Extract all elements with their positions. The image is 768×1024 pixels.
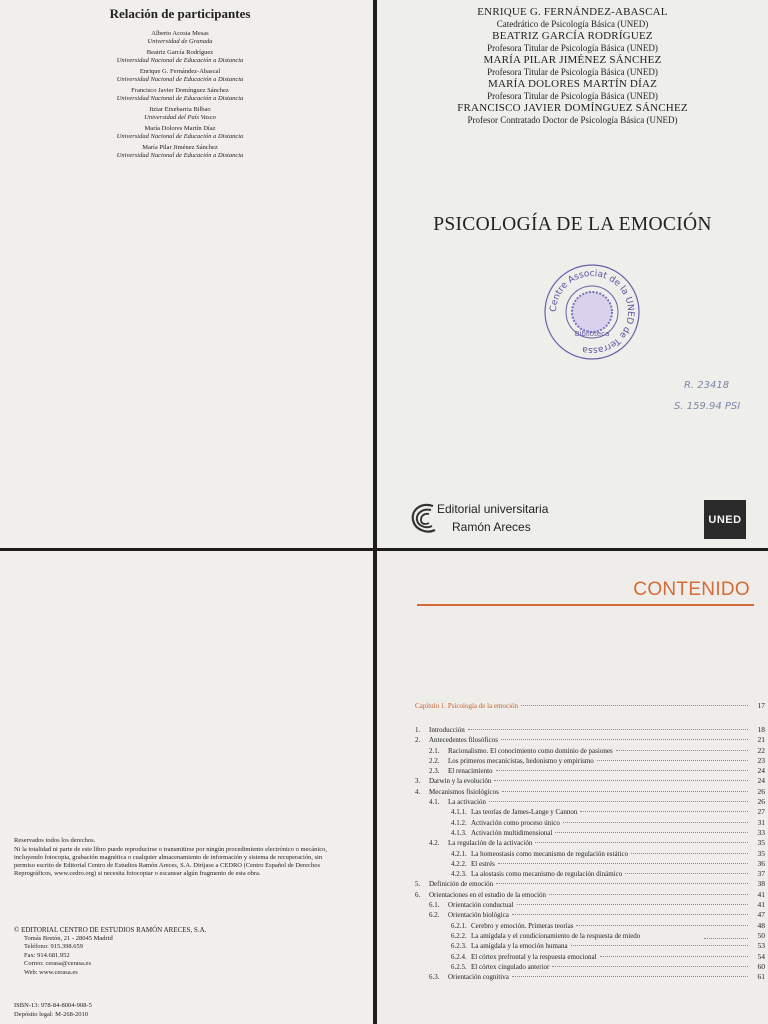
publisher-web: Web: www.cerasa.es	[24, 968, 78, 976]
toc-page: 18	[757, 725, 765, 734]
toc-entry[interactable]	[415, 910, 765, 920]
toc-number: 4.2.3.	[451, 870, 467, 879]
toc-number: 6.2.2.	[451, 931, 467, 940]
participant-name: Alberto Acosta Mesas	[151, 30, 209, 37]
leader-dots	[555, 832, 748, 833]
handwritten-registry: R. 23418	[684, 380, 730, 391]
toc-number: 6.	[415, 890, 421, 899]
toc-title: Mecanismos fisiológicos	[429, 787, 499, 796]
title-page	[377, 0, 768, 548]
participants-list	[60, 30, 300, 163]
toc-title: La alostasis como mecanismo de regulación dinámico	[471, 870, 623, 879]
leader-dots	[563, 822, 748, 823]
leader-dots	[552, 966, 748, 967]
toc-number: 6.1.	[429, 901, 440, 910]
publisher-name-line2: Ramón Areces	[452, 520, 531, 534]
toc-page: 36	[757, 858, 765, 868]
isbn-block	[14, 1002, 92, 1019]
author-name: MARÍA PILAR JIMÉNEZ SÁNCHEZ	[483, 54, 662, 66]
participant-affiliation: Universidad Nacional de Educación a Distancia	[116, 57, 244, 64]
participant-entry	[60, 87, 300, 103]
author-name: ENRIQUE G. FERNÁNDEZ-ABASCAL	[477, 6, 668, 18]
toc-title: Antecedentes filosóficos	[429, 736, 499, 745]
toc-title: La homeostasis como mecanismo de regulación estático	[471, 849, 629, 858]
toc-title: Orientación conductual	[448, 901, 514, 910]
toc-number: 4.2.1.	[451, 849, 467, 858]
leader-dots	[496, 883, 748, 884]
toc-page: 41	[757, 900, 765, 910]
handwritten-classification: S. 159.94 PSI	[674, 401, 741, 412]
contents-heading: CONTENIDO	[633, 579, 750, 600]
leader-dots	[468, 729, 748, 730]
participant-entry	[60, 30, 300, 46]
toc-entry[interactable]	[415, 797, 765, 807]
toc-number: 6.2.5.	[451, 962, 467, 971]
leader-dots	[517, 904, 748, 905]
toc-number: 4.1.1.	[451, 808, 467, 817]
author-role: Profesor Contratado Doctor de Psicología Básica (UNED)	[467, 115, 678, 125]
toc-page: 53	[757, 941, 765, 951]
toc-entry[interactable]	[415, 818, 765, 828]
toc-entry[interactable]	[415, 921, 765, 931]
rights-paragraph: Ni la totalidad ni parte de este libro puede reproducirse o transmitirse por ningún procedimiento electrónico o mecánico, incluyendo fotocopia, grabación magnética o cualquier almacenamiento de información y sistema de recuperación, sin permiso escrito de Editorial Centro de Estudios Ramón Areces, S.A. Diríjase a CEDRO (Centro Español de Derechos Reprográficos, www.cedro.org) si necesita fotocopiar o escanear algún fragmento de esta obra.	[14, 846, 327, 877]
toc-title: Orientación biológica	[448, 911, 509, 920]
publisher-name-line1: Editorial universitaria	[437, 502, 549, 516]
author-name: MARÍA DOLORES MARTÍN DÍAZ	[487, 78, 658, 90]
leader-dots	[502, 791, 748, 792]
toc-list	[415, 725, 765, 982]
toc-title: Introducción	[429, 726, 465, 734]
toc-page: 37	[757, 869, 765, 879]
stamp-text: Centre Associat de la UNED de Terrassa	[548, 268, 636, 356]
chapter-row[interactable]	[415, 701, 765, 710]
participant-entry	[60, 125, 300, 141]
participant-affiliation: Universidad del País Vasco	[144, 114, 216, 121]
toc-page: 47	[757, 910, 765, 920]
toc-title: Orientaciones en el estudio de la emoción	[429, 890, 547, 899]
toc-title: Activación multidimensional	[471, 828, 553, 837]
toc-page: 61	[757, 972, 765, 982]
toc-number: 3.	[415, 777, 421, 786]
toc-page: 26	[757, 786, 765, 796]
toc-entry[interactable]	[415, 807, 765, 817]
participant-name: Itziar Etxebarria Bilbao	[149, 106, 211, 113]
toc-page: 35	[757, 848, 765, 858]
author-role: Profesora Titular de Psicología Básica (UNED)	[487, 67, 658, 77]
participant-entry	[60, 106, 300, 122]
toc-entry[interactable]	[415, 941, 765, 951]
toc-number: 6.2.4.	[451, 952, 467, 961]
toc-entry[interactable]	[415, 972, 765, 982]
author-role: Profesora Titular de Psicología Básica (UNED)	[487, 91, 658, 101]
toc-entry[interactable]	[415, 849, 765, 859]
leader-dots	[494, 780, 748, 781]
participants-page	[0, 0, 373, 548]
toc-entry[interactable]	[415, 725, 765, 735]
toc-number: 2.	[415, 736, 421, 745]
toc-page: 21	[757, 735, 765, 745]
toc-number: 4.1.	[429, 798, 440, 807]
uned-logo: UNED	[704, 500, 746, 539]
toc-entry[interactable]	[415, 879, 765, 889]
chapter-label: Capítulo 1. Psicología de la emoción	[415, 702, 519, 710]
toc-page: 22	[757, 745, 765, 755]
toc-number: 2.2.	[429, 756, 440, 765]
copyright-page	[0, 551, 373, 1024]
toc-number: 2.1.	[429, 746, 440, 755]
author-role: Profesora Titular de Psicología Básica (UNED)	[487, 43, 658, 53]
chapter-page: 17	[757, 701, 765, 710]
rights-block	[14, 837, 344, 879]
toc-title: El renacimiento	[448, 767, 493, 776]
toc-entry[interactable]	[415, 756, 765, 766]
toc-number: 4.	[415, 787, 421, 796]
leader-dots	[512, 976, 748, 977]
toc-title: El córtex prefrontal y la respuesta emocional	[471, 952, 597, 961]
toc-entry[interactable]	[415, 746, 765, 756]
toc-number: 4.1.3.	[451, 828, 467, 837]
leader-dots	[704, 938, 748, 939]
author-role: Catedrático de Psicología Básica (UNED)	[496, 19, 649, 29]
toc-title: Definición de emoción	[429, 880, 494, 889]
leader-dots	[576, 925, 748, 926]
leader-dots	[521, 705, 748, 706]
toc-title: Darwin y la evolución	[429, 777, 492, 786]
participant-affiliation: Universidad de Granada	[147, 38, 213, 45]
participants-title: Relación de participantes	[109, 6, 251, 21]
leader-dots	[498, 863, 748, 864]
toc-page: 27	[757, 807, 765, 817]
toc-entry[interactable]	[415, 828, 765, 838]
toc-title: Racionalismo. El conocimiento como dominio de pasiones	[448, 746, 613, 755]
toc-entry[interactable]	[415, 952, 765, 962]
toc-entry[interactable]	[415, 859, 765, 869]
toc-entry[interactable]	[415, 900, 765, 910]
toc-title: Los primeros mecanicistas, hedonismo y empirismo	[448, 756, 594, 765]
stamp-center-text: Biblioteca	[574, 330, 610, 338]
participant-affiliation: Universidad Nacional de Educación a Distancia	[116, 152, 244, 159]
toc-title: La amígdala y la emoción humana	[471, 942, 568, 951]
publisher-swirl-icon	[407, 500, 441, 540]
leader-dots	[535, 842, 748, 843]
toc-title: Activación como proceso único	[471, 818, 560, 827]
leader-dots	[489, 801, 748, 802]
toc-number: 6.3.	[429, 973, 440, 982]
toc-entry[interactable]	[415, 766, 765, 776]
toc-entry[interactable]	[415, 787, 765, 797]
toc-page: 33	[757, 827, 765, 837]
leader-dots	[571, 945, 748, 946]
toc-number: 6.2.	[429, 911, 440, 920]
deposito-legal: Depósito legal: M-268-2010	[14, 1010, 89, 1018]
toc-number: 5.	[415, 880, 421, 889]
heading-rule	[417, 604, 754, 606]
toc-title: Las teorías de James-Lange y Cannon	[471, 808, 578, 817]
isbn: ISBN-13: 978-84-8004-908-5	[14, 1002, 92, 1009]
publisher-email: Correo: cerasa@cerasa.es	[24, 960, 91, 967]
library-stamp-icon	[542, 262, 642, 362]
publisher-address: Tomás Bretón, 21 - 28045 Madrid	[24, 934, 113, 942]
toc-page: 24	[757, 766, 765, 776]
participant-name: Enrique G. Fernández-Abascal	[139, 68, 221, 75]
leader-dots	[631, 853, 748, 854]
author-name: BEATRIZ GARCÍA RODRÍGUEZ	[492, 30, 653, 42]
toc-page: 38	[757, 879, 765, 889]
toc-title: Orientación cognitiva	[448, 973, 509, 982]
participant-name: María Pilar Jiménez Sánchez	[142, 144, 218, 151]
leader-dots	[512, 914, 748, 915]
leader-dots	[597, 760, 748, 761]
toc-page: 50	[757, 930, 765, 940]
toc-title: El córtex cingulado anterior	[471, 962, 550, 971]
toc-title: La regulación de la activación	[448, 839, 533, 848]
toc-entry[interactable]	[415, 869, 765, 879]
toc-title: La amígdala y el condicionamiento de la respuesta de miedo	[471, 931, 641, 940]
toc-page: 23	[757, 755, 765, 765]
toc-title: Cerebro y emoción. Primeras teorías	[471, 921, 574, 930]
leader-dots	[549, 894, 748, 895]
participant-entry	[60, 49, 300, 65]
toc-page: 31	[757, 817, 765, 827]
toc-title: La activación	[448, 798, 486, 807]
participant-affiliation: Universidad Nacional de Educación a Distancia	[116, 76, 244, 83]
participant-entry	[60, 68, 300, 84]
participant-affiliation: Universidad Nacional de Educación a Distancia	[116, 95, 244, 102]
toc-page: 24	[757, 776, 765, 786]
publisher-copyright: © EDITORIAL CENTRO DE ESTUDIOS RAMÓN ARECES, S.A.	[14, 926, 207, 934]
toc-page: 41	[757, 889, 765, 899]
toc-number: 4.2.	[429, 839, 440, 848]
toc-entry[interactable]	[415, 962, 765, 972]
leader-dots	[625, 873, 748, 874]
toc-number: 2.3.	[429, 767, 440, 776]
toc-number: 4.2.2.	[451, 859, 467, 868]
leader-dots	[501, 739, 748, 740]
participant-affiliation: Universidad Nacional de Educación a Distancia	[116, 133, 244, 140]
toc-page: 54	[757, 951, 765, 961]
contents-page	[377, 551, 768, 1024]
publisher-fax: Fax: 914.681.952	[24, 951, 70, 959]
rights-line: Reservados todos los derechos.	[14, 837, 96, 844]
participant-name: María Dolores Martín Díaz	[144, 125, 216, 132]
toc-page: 60	[757, 961, 765, 971]
toc-page: 26	[757, 797, 765, 807]
toc-number: 4.1.2.	[451, 818, 467, 827]
authors-block	[377, 6, 768, 126]
leader-dots	[600, 956, 748, 957]
participant-name: Francisco Javier Domínguez Sánchez	[131, 87, 229, 94]
leader-dots	[616, 750, 748, 751]
leader-dots	[496, 770, 748, 771]
participant-entry	[60, 144, 300, 160]
participant-name: Beatriz García Rodríguez	[146, 49, 214, 56]
book-title: PSICOLOGÍA DE LA EMOCIÓN	[433, 214, 712, 235]
publisher-phone: Teléfono: 915.398.659	[24, 943, 83, 950]
toc-number: 6.2.3.	[451, 942, 467, 951]
toc-page: 48	[757, 920, 765, 930]
author-name: FRANCISCO JAVIER DOMÍNGUEZ SÁNCHEZ	[457, 102, 688, 114]
toc-entry[interactable]	[415, 931, 765, 941]
toc-entry[interactable]	[415, 735, 765, 745]
publisher-info	[14, 926, 344, 977]
toc-title: El estrés	[471, 859, 495, 868]
leader-dots	[580, 811, 748, 812]
toc-entry[interactable]	[415, 838, 765, 848]
toc-number: 1.	[415, 726, 421, 734]
toc-entry[interactable]	[415, 776, 765, 786]
toc-number: 6.2.1.	[451, 921, 467, 930]
toc-entry[interactable]	[415, 890, 765, 900]
toc-page: 35	[757, 838, 765, 848]
